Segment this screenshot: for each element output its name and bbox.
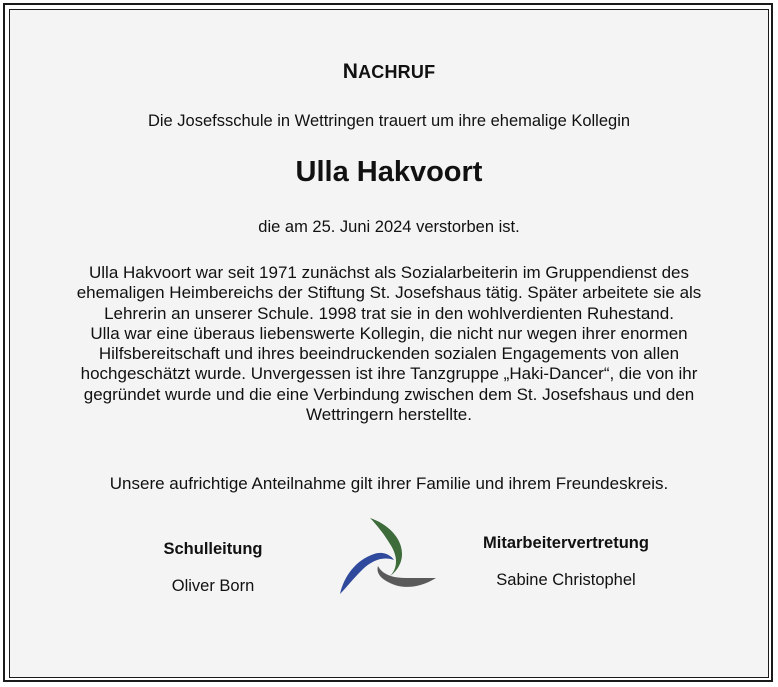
notice-heading [0,60,778,84]
biography-line: Lehrerin an unserer Schule. 1998 trat sie in den wohlverdienten Ruhestand. [104,303,674,323]
signature-staff-council [448,534,684,590]
heading-initial: N [342,60,359,83]
heading-rest: ACHRUF [358,62,436,82]
deceased-name: Ulla Hakvoort [295,156,483,188]
biography-line: Wettringern herstellte. [306,405,472,425]
logo-blue-stroke [340,553,394,594]
condolence-line: Unsere aufrichtige Anteilnahme gilt ihrer Familie und ihrem Freundeskreis. [109,474,669,493]
triskele-swirl-logo-icon [336,516,440,600]
signature-person: Oliver Born [171,577,255,595]
signature-school-management [120,540,306,596]
biography-line: ehemaligen Heimbereichs der Stiftung St. Josefshaus tätig. Später arbeitete sie als [76,283,702,303]
biography-line: Ulla war eine überaus liebenswerte Kollegin, die nicht nur wegen ihrer enormen [90,323,688,343]
biography-line: gegründet wurde und die eine Verbindung zwischen dem St. Josefshaus und den [83,384,695,404]
logo-grey-stroke [377,566,436,587]
biography-line: hochgeschätzt wurde. Unvergessen ist ihre Tanzgruppe „Haki-Dancer“, die von ihr [80,364,698,384]
logo-green-stroke [370,518,402,576]
death-date-line: die am 25. Juni 2024 verstorben ist. [258,218,520,236]
intro-line: Die Josefsschule in Wettringen trauert um ihre ehemalige Kollegin [147,112,631,130]
signature-role: Schulleitung [163,540,263,558]
signature-person: Sabine Christophel [496,571,636,589]
biography-text [30,263,748,425]
biography-line: Hilfsbereitschaft und ihres beeindruckenden sozialen Engagements von allen [98,344,680,364]
signature-role: Mitarbeitervertretung [483,534,649,552]
biography-line: Ulla Hakvoort war seit 1971 zunächst als Sozialarbeiterin im Gruppendienst des [88,263,690,282]
